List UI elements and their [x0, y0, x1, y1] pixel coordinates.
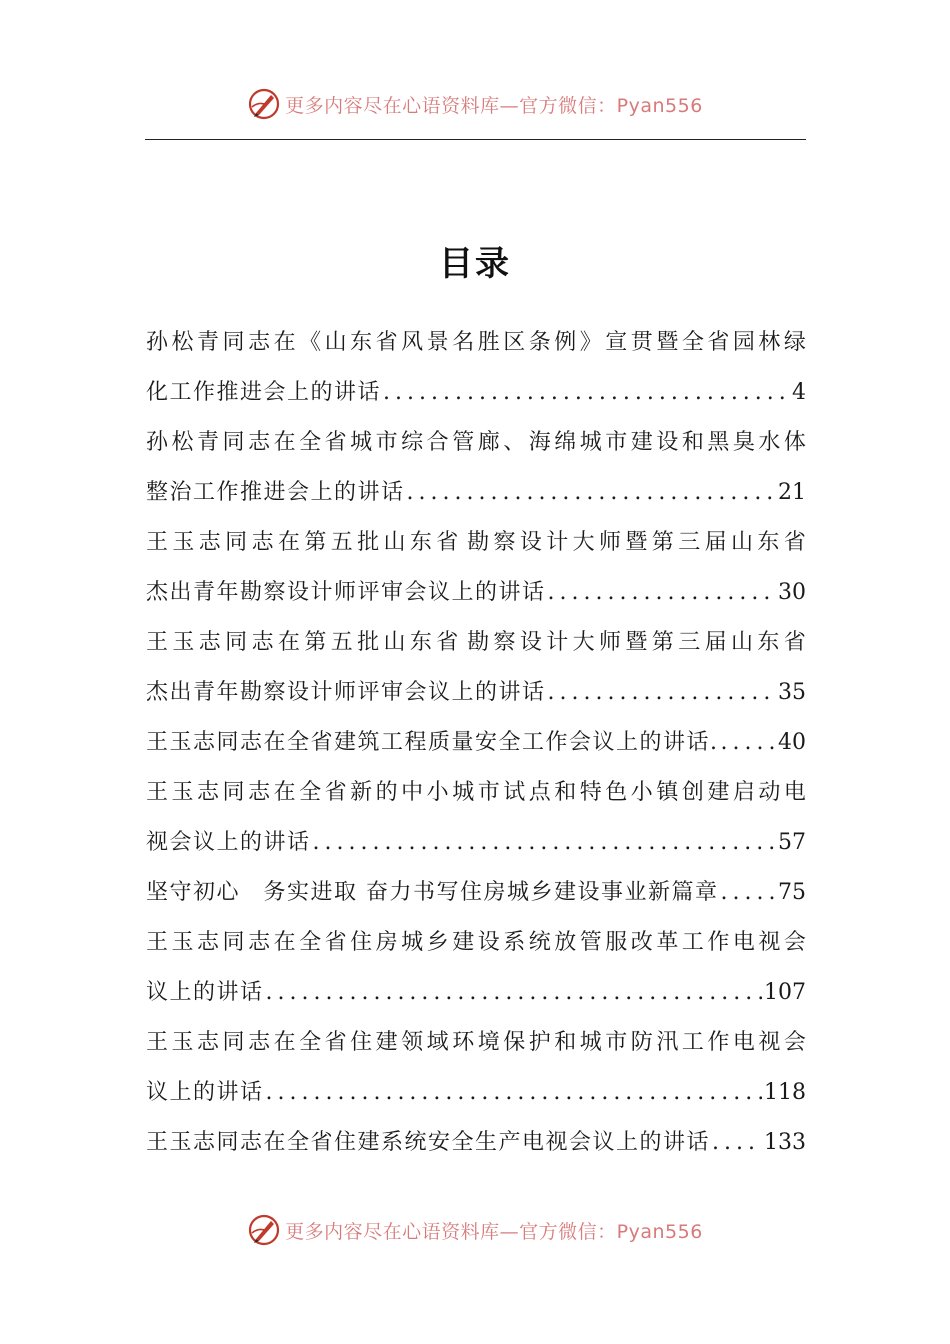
- toc-page-number: 107: [764, 980, 806, 1005]
- toc-entry-title: 坚守初心 务实进取 奋力书写住房城乡建设事业新篇章: [146, 880, 719, 905]
- toc-leader-dots: [721, 718, 777, 768]
- toc-entry-title: 王玉志同志在全省建筑工程质量安全工作会议上的讲话.: [146, 730, 719, 755]
- toc-leader-dots: [721, 868, 777, 918]
- toc-page-number: 4: [792, 380, 806, 405]
- toc-leader-dots: [266, 1068, 762, 1118]
- footer-banner: [0, 1210, 950, 1250]
- toc-entry-line: 孙 松 青 同 志 在 《 山 东 省 风 景 名 胜 区 条 例 》 宣 贯 暨 全 省 园 林 绿: [146, 330, 806, 355]
- toc-leader-dots: [407, 468, 776, 518]
- toc-entry[interactable]: [146, 1068, 806, 1118]
- toc-entry-title: 化工作推进会上的讲话: [146, 380, 382, 405]
- toc-entry[interactable]: [146, 1118, 806, 1168]
- toc-entry[interactable]: [146, 868, 806, 918]
- toc-entry-line: 王 玉 志 同 志 在 全 省 住 建 领 域 环 境 保 护 和 城 市 防 汛 工 作 电 视 会: [146, 1030, 806, 1055]
- toc-entry-title: 杰出青年勘察设计师评审会议上的讲话: [146, 580, 546, 605]
- toc-page-number: 21: [778, 480, 806, 505]
- toc-entry[interactable]: [146, 668, 806, 718]
- page-title: 目录: [439, 244, 511, 284]
- toc-entry-title: 议上的讲话: [146, 1080, 264, 1105]
- toc-entry-title: 整治工作推进会上的讲话: [146, 480, 405, 505]
- toc-entry-title: 视会议上的讲话: [146, 830, 311, 855]
- toc-page-number: 57: [778, 830, 806, 855]
- toc-page-number: 75: [778, 880, 806, 905]
- banner-text: 更多内容尽在心语资料库—官方微信：Pyan556: [285, 94, 703, 117]
- toc-entry-title: 议上的讲话: [146, 980, 264, 1005]
- table-of-contents: [146, 318, 806, 1168]
- header-banner: [0, 84, 950, 124]
- toc-entry-line: 王 玉 志 同 志 在 第 五 批 山 东 省 勘 察 设 计 大 师 暨 第 三 届 山 东 省: [146, 530, 806, 555]
- toc-leader-dots: [313, 818, 776, 868]
- toc-entry-title: 王玉志同志在全省住建系统安全生产电视会议上的讲话: [146, 1130, 711, 1155]
- toc-entry[interactable]: [146, 568, 806, 618]
- toc-leader-dots: [266, 968, 762, 1018]
- toc-page-number: 133: [764, 1130, 806, 1155]
- toc-page-number: 35: [778, 680, 806, 705]
- toc-leader-dots: [383, 368, 790, 418]
- toc-entry[interactable]: [146, 718, 806, 768]
- toc-page-number: 40: [778, 730, 806, 755]
- banner-text: 更多内容尽在心语资料库—官方微信：Pyan556: [285, 1220, 703, 1243]
- toc-leader-dots: [712, 1118, 762, 1168]
- toc-page-number: 118: [764, 1080, 806, 1105]
- toc-entry-line: 孙 松 青 同 志 在 全 省 城 市 综 合 管 廊 、 海 绵 城 市 建 设 和 黑 臭 水 体: [146, 430, 806, 455]
- toc-entry-line: 王 玉 志 同 志 在 全 省 住 房 城 乡 建 设 系 统 放 管 服 改 革 工 作 电 视 会: [146, 930, 806, 955]
- toc-entry[interactable]: [146, 818, 806, 868]
- toc-entry-line: 王 玉 志 同 志 在 全 省 新 的 中 小 城 市 试 点 和 特 色 小 镇 创 建 启 动 电: [146, 780, 806, 805]
- pen-logo-icon: [247, 87, 281, 121]
- header-rule: [145, 139, 806, 140]
- toc-entry[interactable]: [146, 968, 806, 1018]
- toc-leader-dots: [548, 568, 776, 618]
- toc-entry-title: 杰出青年勘察设计师评审会议上的讲话: [146, 680, 546, 705]
- toc-entry-line: 王 玉 志 同 志 在 第 五 批 山 东 省 勘 察 设 计 大 师 暨 第 三 届 山 东 省: [146, 630, 806, 655]
- pen-logo-icon: [247, 1213, 281, 1247]
- toc-page-number: 30: [778, 580, 806, 605]
- toc-entry[interactable]: [146, 368, 806, 418]
- toc-leader-dots: [548, 668, 776, 718]
- toc-entry[interactable]: [146, 468, 806, 518]
